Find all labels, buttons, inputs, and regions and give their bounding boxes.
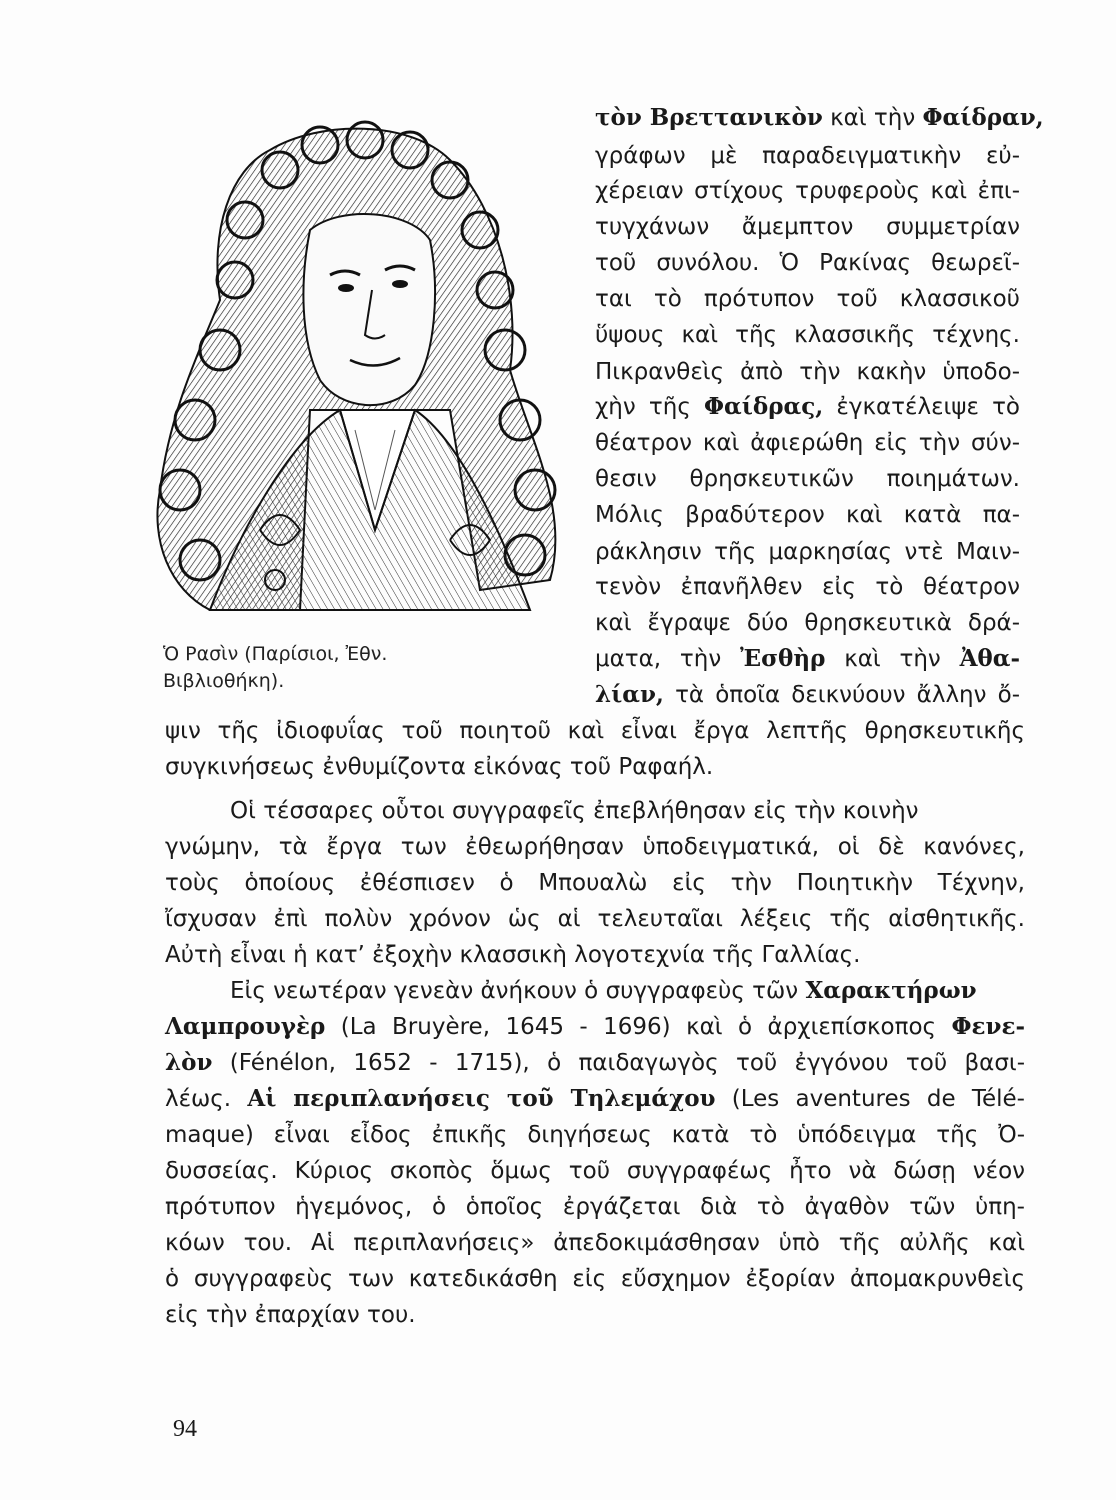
text-run: maque) εἶναι εἶδος ἐπικῆς διηγήσεως κατὰ τὸ ὑπόδειγμα τῆς Ὀ- [165,1122,1025,1148]
text-line [595,680,1020,710]
text-line [595,212,1020,242]
bold-title: Χαρακτήρων [805,977,977,1004]
text-line [595,428,1020,458]
text-line [595,248,1020,278]
text-run: Αὐτὴ εἶναι ἡ κατ’ ἐξοχὴν κλασσικὴ λογοτεχνία τῆς Γαλλίας. [165,942,861,968]
text-line [595,320,1020,350]
caption-line: Βιβλιοθήκη). [163,670,285,692]
text-line [595,500,1020,530]
text-line [595,464,1020,494]
text-line [165,1048,1025,1078]
text-run: ἴσχυσαν ἐπὶ πολὺν χρόνον ὡς αἱ τελευταῖαι λέξεις τῆς αἰσθητικῆς. [165,906,1025,932]
text-run: γνώμην, τὰ ἔργα των ἐθεωρήθησαν ὑποδειγματικά, οἱ δὲ κανόνες, [165,834,1025,860]
text-run: Οἱ τέσσαρες οὗτοι συγγραφεῖς ἐπεβλήθησαν εἰς τὴν κοινὴν [230,798,919,824]
text-run: (Fénélon, 1652 - 1715), ὁ παιδαγωγὸς τοῦ ἐγγόνου τοῦ βασι- [212,1050,1025,1076]
text-line [595,537,1020,567]
text-run: δυσσείας. Κύριος σκοπὸς ὅμως τοῦ συγγραφέως ἦτο νὰ δώσῃ νέον [165,1158,1025,1184]
bold-title: τὸν [595,104,650,131]
text-run: γράφων μὲ παραδειγματικὴν εὐ- [595,143,1020,169]
bold-title: Ἐσθὴρ [739,645,826,672]
text-line [595,644,1020,674]
text-run: τενὸν ἐπανῆλθεν εἰς τὸ θέατρον [595,574,1020,600]
text-run: τὰ ὁποῖα δεικνύουν ἄλλην ὄ- [663,682,1020,708]
text-run: ράκλησιν τῆς μαρκησίας ντὲ Μαιν- [595,539,1020,565]
text-run: λέως. [165,1086,248,1112]
text-run: τοὺς ὁποίους ἐθέσπισεν ὁ Μπουαλὼ εἰς τὴν Ποιητικὴν Τέχνην, [165,870,1025,896]
text-run: ψιν τῆς ἰδιοφυΐας τοῦ ποιητοῦ καὶ εἶναι ἔργα λεπτῆς θρησκευτικῆς [165,718,1025,744]
text-run: Εἰς νεωτέραν γενεὰν ἀνήκουν ὁ συγγραφεὺς τῶν [230,978,806,1004]
text-run: συγκινήσεως ἐνθυμίζοντα εἰκόνας τοῦ Ραφαήλ. [165,754,714,780]
bold-title: Φενε- [951,1013,1025,1040]
text-run: χὴν τῆς [595,394,705,420]
text-run: Μόλις βραδύτερον καὶ κατὰ πα- [595,502,1020,528]
text-run: (Les aventures de Télé- [715,1086,1025,1112]
text-line [595,392,1020,422]
bold-title: Φαίδραν, [922,104,1044,131]
text-run: πρότυπον ἡγεμόνος, ὁ ὁποῖος ἐργάζεται διὰ τὸ ἀγαθὸν τῶν ὑπη- [165,1194,1025,1220]
text-run: ἐγκατέλειψε τὸ [823,394,1020,420]
text-line [595,357,1020,387]
text-run: καὶ τὴν [822,105,923,131]
text-line [595,572,1020,602]
text-run: ὕψους καὶ τῆς κλασσικῆς τέχνης. [595,322,1020,348]
text-run: καὶ τὴν [825,646,960,672]
text-line [165,832,1025,862]
text-run: τοῦ συνόλου. Ὁ Ρακίνας θεωρεῖ- [595,250,1020,276]
text-run: Πικρανθεὶς ἀπὸ τὴν κακὴν ὑποδο- [595,359,1020,385]
bold-title: λὸν [165,1049,213,1076]
page-number: 94 [173,1416,197,1442]
text-line [165,940,1025,970]
text-line [595,608,1020,638]
bold-title: Αἱ περιπλανήσεις τοῦ Τηλεμάχου [247,1085,716,1112]
bold-title: Λαμπρουγὲρ [165,1013,326,1040]
text-run: εἰς τὴν ἐπαρχίαν του. [165,1302,416,1328]
text-line [165,752,1025,782]
bold-title: Βρεττανικὸν [649,104,823,131]
text-line [165,868,1025,898]
figure-caption [163,641,463,695]
text-line [595,141,1020,171]
text-line [165,716,1025,746]
bold-title: λίαν, [595,681,664,708]
text-line [230,796,1025,826]
text-line [165,1228,1025,1258]
text-run: ματα, τὴν [595,646,740,672]
text-line [165,1300,1025,1330]
portrait-engraving [150,110,570,630]
text-line [165,1084,1025,1114]
text-run: ὁ συγγραφεὺς των κατεδικάσθη εἰς εὔσχημον ἐξορίαν ἀπομακρυνθεὶς [165,1266,1025,1292]
text-line [165,1012,1025,1042]
text-run: καὶ ἔγραψε δύο θρησκευτικὰ δρά- [595,610,1020,636]
text-line [165,904,1025,934]
text-run: (La Bruyère, 1645 - 1696) καὶ ὁ ἀρχιεπίσκοπος [325,1014,952,1040]
bold-title: Ἀθα- [959,645,1020,672]
text-line [165,1120,1025,1150]
text-line [165,1192,1025,1222]
text-line [165,1156,1025,1186]
text-run: χέρειαν στίχους τρυφεροὺς καὶ ἐπι- [595,178,1020,204]
text-run: τυγχάνων ἄμεμπτον συμμετρίαν [595,214,1020,240]
bold-title: Φαίδρας, [704,393,824,420]
text-run: θέατρον καὶ ἀφιερώθη εἰς τὴν σύν- [595,430,1020,456]
text-line [595,103,1044,133]
text-line [595,176,1020,206]
text-run: θεσιν θρησκευτικῶν ποιημάτων. [595,466,1020,492]
text-run: κόων του. Αἱ περιπλανήσεις» ἀπεδοκιμάσθησαν ὑπὸ τῆς αὐλῆς καὶ [165,1230,1025,1256]
text-line [230,976,1025,1006]
caption-line: Ὁ Ρασὶν (Παρίσιοι, Ἐθν. [163,643,388,665]
text-line [595,284,1020,314]
text-run: ται τὸ πρότυπον τοῦ κλασσικοῦ [595,286,1020,312]
text-line [165,1264,1025,1294]
